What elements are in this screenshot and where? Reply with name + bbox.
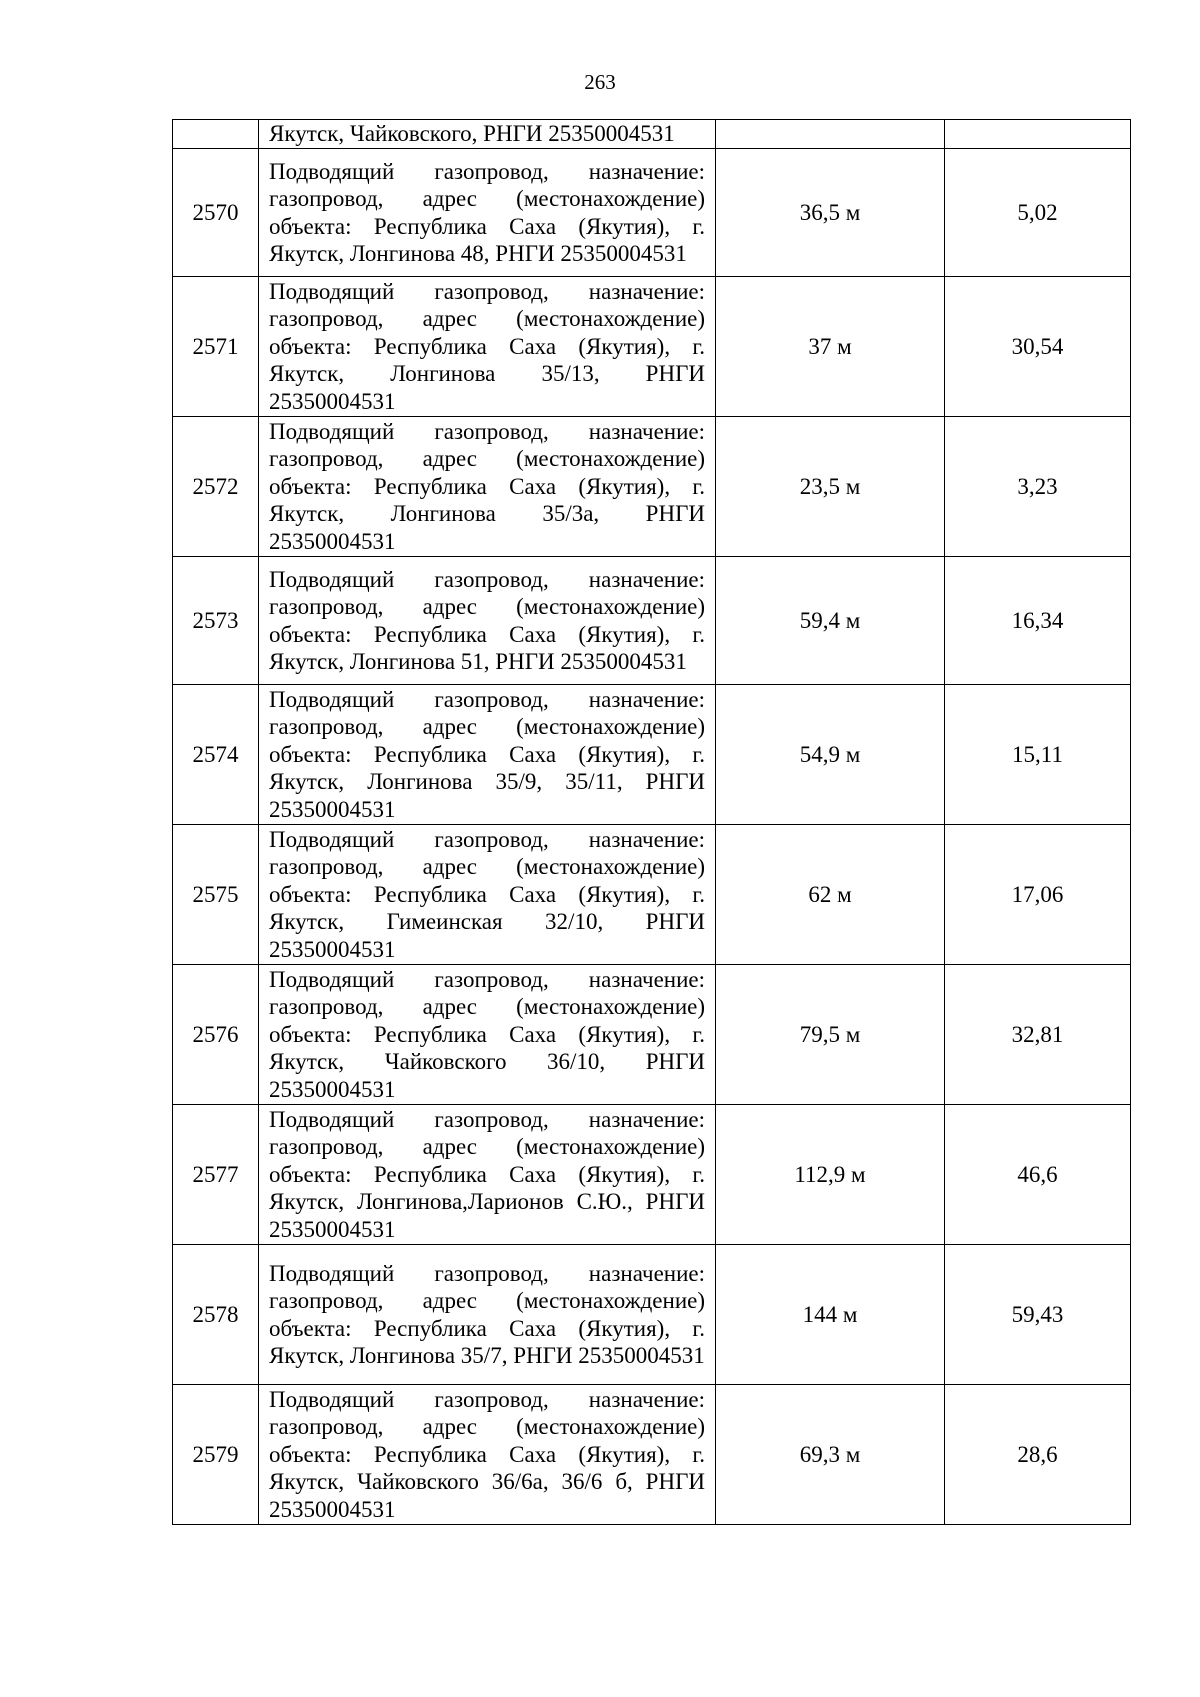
description-text: Подводящий газопровод, назначение: газопровод, адрес (местонахождение) объекта: Республика Саха (Якутия), г. Якутск, Гимеинская 32/10, РНГИ 25350004531 <box>269 826 705 962</box>
cell-length: 37 м <box>716 277 945 417</box>
table-row <box>173 1105 1131 1245</box>
cell-number: 2574 <box>173 685 259 825</box>
cell-length: 69,3 м <box>716 1385 945 1525</box>
cell-length: 62 м <box>716 825 945 965</box>
description-text: Якутск, Чайковского, РНГИ 25350004531 <box>269 121 675 147</box>
table-row <box>173 557 1131 685</box>
cell-value: 46,6 <box>945 1105 1131 1245</box>
cell-number: 2572 <box>173 417 259 557</box>
description-text: Подводящий газопровод, назначение: газопровод, адрес (местонахождение) объекта: Республика Саха (Якутия), г. Якутск, Лонгинова 35/3а, РНГИ 25350004531 <box>269 418 705 554</box>
cell-length <box>716 120 945 149</box>
cell-description <box>259 557 716 685</box>
description-text: Подводящий газопровод, назначение: газопровод, адрес (местонахождение) объекта: Республика Саха (Якутия), г. Якутск, Лонгинова,Ларионов С.Ю., РНГИ 25350004531 <box>269 1106 705 1242</box>
cell-value: 59,43 <box>945 1245 1131 1385</box>
description-text: Подводящий газопровод, назначение: газопровод, адрес (местонахождение) объекта: Республика Саха (Якутия), г. Якутск, Чайковского 36/6а, 36/6 б, РНГИ 25350004531 <box>269 1386 705 1522</box>
page-number: 263 <box>584 70 616 94</box>
cell-value: 30,54 <box>945 277 1131 417</box>
cell-number: 2577 <box>173 1105 259 1245</box>
cell-value: 17,06 <box>945 825 1131 965</box>
cell-description <box>259 685 716 825</box>
table-row <box>173 277 1131 417</box>
cell-description <box>259 965 716 1105</box>
cell-description <box>259 1245 716 1385</box>
description-text: Подводящий газопровод, назначение: газопровод, адрес (местонахождение) объекта: Республика Саха (Якутия), г. Якутск, Лонгинова 35/7, РНГИ 25350004531 <box>269 1260 705 1368</box>
cell-description <box>259 277 716 417</box>
cell-length: 79,5 м <box>716 965 945 1105</box>
table-row <box>173 417 1131 557</box>
cell-description <box>259 149 716 277</box>
cell-value: 15,11 <box>945 685 1131 825</box>
table-row <box>173 685 1131 825</box>
description-text: Подводящий газопровод, назначение: газопровод, адрес (местонахождение) объекта: Республика Саха (Якутия), г. Якутск, Чайковского 36/10, РНГИ 25350004531 <box>269 966 705 1102</box>
cell-length: 59,4 м <box>716 557 945 685</box>
cell-number: 2576 <box>173 965 259 1105</box>
description-text: Подводящий газопровод, назначение: газопровод, адрес (местонахождение) объекта: Республика Саха (Якутия), г. Якутск, Лонгинова 51, РНГИ 25350004531 <box>269 566 705 674</box>
registry-table <box>172 119 1131 1525</box>
cell-number <box>173 120 259 149</box>
cell-number: 2570 <box>173 149 259 277</box>
table-row <box>173 1385 1131 1525</box>
cell-description <box>259 417 716 557</box>
cell-value <box>945 120 1131 149</box>
cell-number: 2579 <box>173 1385 259 1525</box>
cell-length: 144 м <box>716 1245 945 1385</box>
cell-length: 54,9 м <box>716 685 945 825</box>
table-row <box>173 825 1131 965</box>
cell-value: 32,81 <box>945 965 1131 1105</box>
cell-description <box>259 825 716 965</box>
description-text: Подводящий газопровод, назначение: газопровод, адрес (местонахождение) объекта: Республика Саха (Якутия), г. Якутск, Лонгинова 35/13, РНГИ 25350004531 <box>269 278 705 414</box>
cell-value: 3,23 <box>945 417 1131 557</box>
table-row <box>173 149 1131 277</box>
cell-description <box>259 1385 716 1525</box>
cell-length: 112,9 м <box>716 1105 945 1245</box>
cell-number: 2578 <box>173 1245 259 1385</box>
cell-number: 2575 <box>173 825 259 965</box>
table-row <box>173 1245 1131 1385</box>
cell-value: 5,02 <box>945 149 1131 277</box>
cell-number: 2573 <box>173 557 259 685</box>
cell-description <box>259 120 716 149</box>
table-row-continuation <box>173 120 1131 149</box>
cell-value: 16,34 <box>945 557 1131 685</box>
cell-length: 23,5 м <box>716 417 945 557</box>
table-row <box>173 965 1131 1105</box>
description-text: Подводящий газопровод, назначение: газопровод, адрес (местонахождение) объекта: Республика Саха (Якутия), г. Якутск, Лонгинова 35/9, 35/11, РНГИ 25350004531 <box>269 686 705 822</box>
cell-description <box>259 1105 716 1245</box>
cell-number: 2571 <box>173 277 259 417</box>
cell-length: 36,5 м <box>716 149 945 277</box>
cell-value: 28,6 <box>945 1385 1131 1525</box>
description-text: Подводящий газопровод, назначение: газопровод, адрес (местонахождение) объекта: Республика Саха (Якутия), г. Якутск, Лонгинова 48, РНГИ 25350004531 <box>269 158 705 266</box>
